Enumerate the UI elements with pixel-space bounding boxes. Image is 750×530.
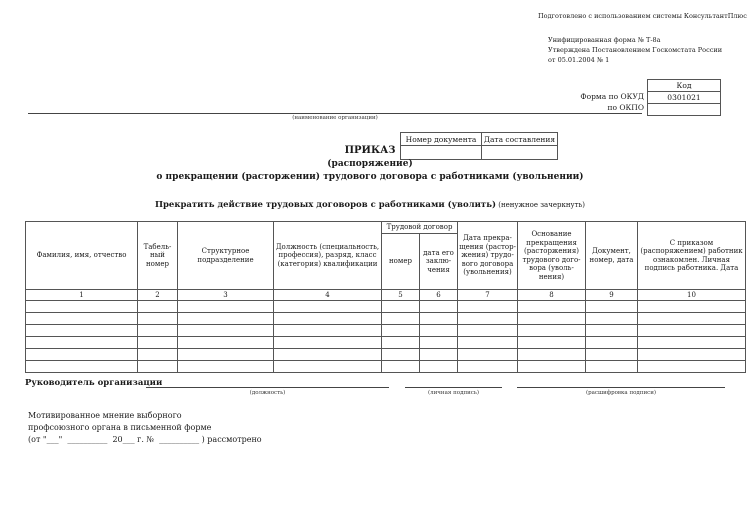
- table-cell[interactable]: [586, 337, 638, 349]
- table-cell[interactable]: [638, 361, 746, 373]
- approved-date: от 05.01.2004 № 1: [548, 56, 610, 64]
- union-line-3: (от "___" __________ 20___ г. № __________ ) рассмотрено: [28, 435, 262, 444]
- table-cell[interactable]: [420, 313, 458, 325]
- table-cell[interactable]: [138, 349, 178, 361]
- table-cell[interactable]: [274, 361, 382, 373]
- decoding-caption: (расшифровка подписи): [585, 390, 657, 396]
- okud-label: Форма по ОКУД: [580, 92, 644, 101]
- table-cell[interactable]: [26, 313, 138, 325]
- column-number: 2: [138, 290, 178, 301]
- col-tab-no: Табель-ный номер: [138, 222, 178, 290]
- approved-by: Утверждена Постановлением Госкомстата России: [548, 46, 723, 54]
- column-number: 6: [420, 290, 458, 301]
- table-cell[interactable]: [274, 337, 382, 349]
- column-number: 9: [586, 290, 638, 301]
- table-cell[interactable]: [518, 325, 586, 337]
- instruction: [120, 200, 620, 210]
- col-department: Структурное подразделение: [178, 222, 274, 290]
- table-cell[interactable]: [586, 361, 638, 373]
- table-cell[interactable]: [458, 349, 518, 361]
- instruction-main: Прекратить действие трудовых договоров с работниками (уволить): [154, 200, 496, 210]
- union-line-2: профсоюзного органа в письменной форме: [28, 423, 212, 432]
- column-number: 1: [26, 290, 138, 301]
- table-row: [26, 313, 746, 325]
- position-caption: (должность): [249, 390, 286, 396]
- col-contract-number: номер: [382, 234, 420, 290]
- title-order: ПРИКАЗ: [344, 145, 396, 156]
- column-number: 4: [274, 290, 382, 301]
- doc-number-value[interactable]: [401, 146, 482, 160]
- column-number: 3: [178, 290, 274, 301]
- table-cell[interactable]: [586, 313, 638, 325]
- doc-date-header: Дата составления: [482, 133, 558, 146]
- table-cell[interactable]: [178, 361, 274, 373]
- table-cell[interactable]: [274, 313, 382, 325]
- table-cell[interactable]: [26, 337, 138, 349]
- doc-date-value[interactable]: [482, 146, 558, 160]
- table-cell[interactable]: [138, 301, 178, 313]
- table-cell[interactable]: [178, 337, 274, 349]
- col-termination-date: Дата прекра-щения (растор-жения) трудо-вого договора (увольнения): [458, 222, 518, 290]
- table-cell[interactable]: [518, 361, 586, 373]
- table-cell[interactable]: [178, 313, 274, 325]
- code-table: [647, 79, 721, 116]
- col-grounds: Основание прекращения (расторжения) трудового дого-вора (уволь-нения): [518, 222, 586, 290]
- table-cell[interactable]: [420, 325, 458, 337]
- table-cell[interactable]: [274, 301, 382, 313]
- table-cell[interactable]: [178, 325, 274, 337]
- col-acknowledged: С приказом (распоряжением) работник ознакомлен. Личная подпись работника. Дата: [638, 222, 746, 290]
- table-cell[interactable]: [420, 361, 458, 373]
- table-row: [26, 301, 746, 313]
- table-cell[interactable]: [382, 349, 420, 361]
- table-cell[interactable]: [382, 361, 420, 373]
- table-cell[interactable]: [586, 325, 638, 337]
- table-cell[interactable]: [26, 361, 138, 373]
- table-cell[interactable]: [638, 325, 746, 337]
- doc-meta-table: [400, 132, 558, 160]
- table-cell[interactable]: [420, 301, 458, 313]
- table-cell[interactable]: [420, 349, 458, 361]
- table-cell[interactable]: [638, 337, 746, 349]
- table-cell[interactable]: [382, 301, 420, 313]
- union-line-1: Мотивированное мнение выборного: [28, 411, 182, 420]
- title-directive: (распоряжение): [327, 159, 413, 169]
- column-number: 10: [638, 290, 746, 301]
- table-cell[interactable]: [518, 313, 586, 325]
- table-cell[interactable]: [274, 349, 382, 361]
- table-cell[interactable]: [586, 349, 638, 361]
- col-contract-date: дата его заклю-чения: [420, 234, 458, 290]
- okpo-label: по ОКПО: [607, 103, 644, 112]
- table-cell[interactable]: [274, 325, 382, 337]
- table-cell[interactable]: [458, 313, 518, 325]
- table-cell[interactable]: [26, 301, 138, 313]
- prepared-note: Подготовлено с использованием системы КонсультантПлюс: [538, 12, 747, 20]
- table-cell[interactable]: [26, 349, 138, 361]
- title-subject: о прекращении (расторжении) трудового договора с работниками (увольнении): [156, 172, 584, 182]
- table-cell[interactable]: [638, 313, 746, 325]
- table-row: [26, 361, 746, 373]
- col-contract-group: Трудовой договор: [382, 222, 458, 234]
- table-cell[interactable]: [138, 361, 178, 373]
- column-number: 8: [518, 290, 586, 301]
- table-cell[interactable]: [638, 301, 746, 313]
- table-cell[interactable]: [458, 337, 518, 349]
- organization-caption: (наименование организации): [292, 115, 378, 121]
- table-cell[interactable]: [638, 349, 746, 361]
- table-cell[interactable]: [458, 301, 518, 313]
- doc-number-header: Номер документа: [401, 133, 482, 146]
- head-position-line[interactable]: [146, 377, 389, 388]
- table-cell[interactable]: [178, 301, 274, 313]
- column-numbers-row: [26, 290, 746, 301]
- table-cell[interactable]: [26, 325, 138, 337]
- table-cell[interactable]: [518, 301, 586, 313]
- table-row: [26, 325, 746, 337]
- organization-name[interactable]: [28, 103, 642, 114]
- head-label: Руководитель организации: [25, 378, 163, 388]
- table-row: [26, 349, 746, 361]
- head-decoding-line[interactable]: [517, 377, 725, 388]
- col-document: Документ, номер, дата: [586, 222, 638, 290]
- col-position: Должность (специальность, профессия), разряд, класс (категория) квалификации: [274, 222, 382, 290]
- head-signature-line[interactable]: [405, 377, 502, 388]
- col-fio: Фамилия, имя, отчество: [26, 222, 138, 290]
- table-cell[interactable]: [178, 349, 274, 361]
- table-row: [26, 337, 746, 349]
- table-cell[interactable]: [458, 361, 518, 373]
- table-cell[interactable]: [382, 325, 420, 337]
- okud-value[interactable]: 0301021: [648, 92, 721, 104]
- table-cell[interactable]: [518, 337, 586, 349]
- table-cell[interactable]: [382, 337, 420, 349]
- table-cell[interactable]: [518, 349, 586, 361]
- instruction-note: (ненужное зачеркнуть): [495, 201, 586, 209]
- table-cell[interactable]: [420, 337, 458, 349]
- table-cell[interactable]: [138, 337, 178, 349]
- table-cell[interactable]: [138, 313, 178, 325]
- signature-caption: (личная подпись): [427, 390, 480, 396]
- table-cell[interactable]: [138, 325, 178, 337]
- okpo-value[interactable]: [648, 104, 721, 116]
- table-cell[interactable]: [458, 325, 518, 337]
- column-number: 7: [458, 290, 518, 301]
- table-cell[interactable]: [586, 301, 638, 313]
- employees-table: [25, 221, 746, 373]
- code-header: Код: [648, 80, 721, 92]
- unified-form: Унифицированная форма № Т-8а: [548, 36, 661, 44]
- column-number: 5: [382, 290, 420, 301]
- table-cell[interactable]: [382, 313, 420, 325]
